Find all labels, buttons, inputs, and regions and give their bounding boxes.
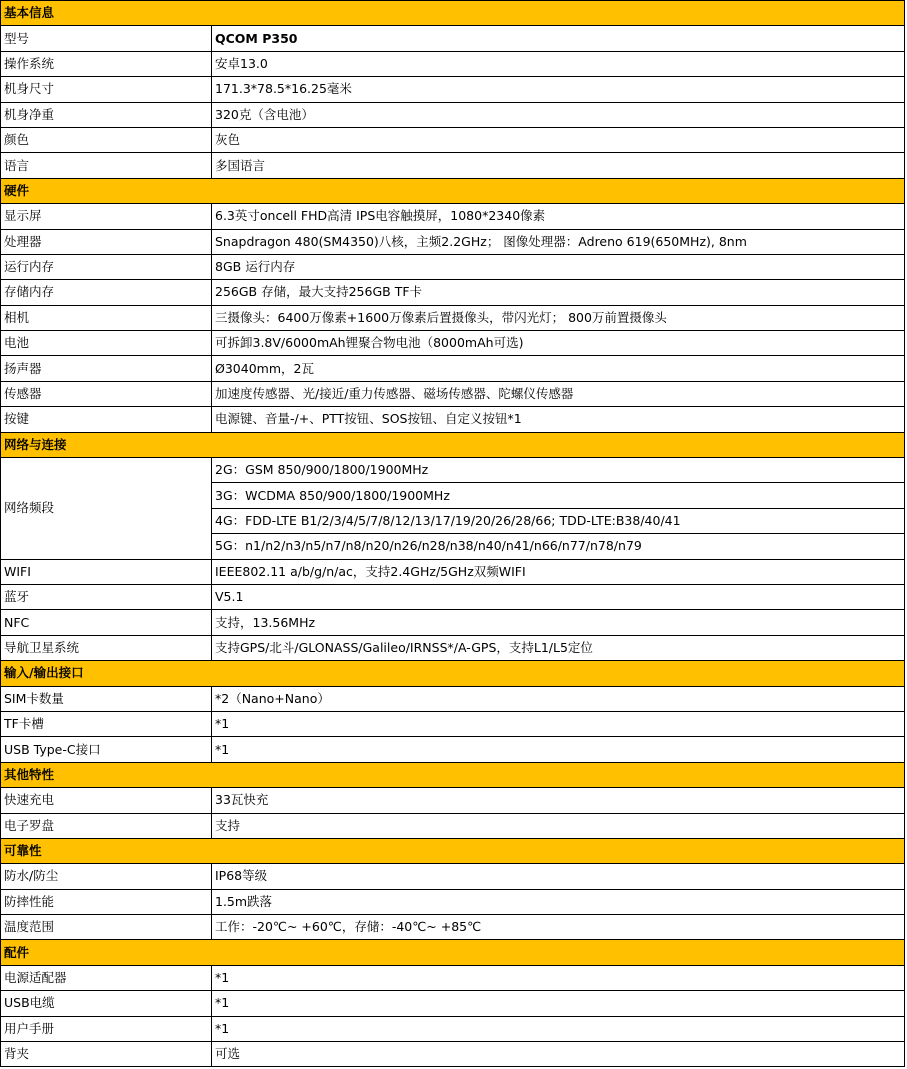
spec-row	[1, 51, 905, 76]
spec-row	[1, 991, 905, 1016]
section-title: 输入/输出接口	[1, 661, 905, 686]
spec-row	[1, 635, 905, 660]
spec-row	[1, 686, 905, 711]
spec-value: 三摄像头：6400万像素+1600万像素后置摄像头，带闪光灯； 800万前置摄像头	[212, 305, 905, 330]
spec-value: *1	[212, 737, 905, 762]
spec-value: 2G：GSM 850/900/1800/1900MHz	[212, 458, 905, 483]
section-header-row	[1, 661, 905, 686]
spec-row	[1, 407, 905, 432]
spec-row	[1, 331, 905, 356]
spec-row	[1, 788, 905, 813]
spec-label: 蓝牙	[1, 584, 212, 609]
section-header-row	[1, 178, 905, 203]
spec-row	[1, 711, 905, 736]
spec-value: *1	[212, 965, 905, 990]
spec-label: 防摔性能	[1, 889, 212, 914]
spec-label: 温度范围	[1, 915, 212, 940]
spec-value: *1	[212, 711, 905, 736]
spec-row	[1, 559, 905, 584]
spec-label: 语言	[1, 153, 212, 178]
spec-label: 电池	[1, 331, 212, 356]
spec-label: 按键	[1, 407, 212, 432]
spec-value: 可拆卸3.8V/6000mAh锂聚合物电池（8000mAh可选)	[212, 331, 905, 356]
spec-row	[1, 1016, 905, 1041]
spec-row	[1, 127, 905, 152]
spec-label: WIFI	[1, 559, 212, 584]
section-title: 配件	[1, 940, 905, 965]
spec-label: 用户手册	[1, 1016, 212, 1041]
spec-label: NFC	[1, 610, 212, 635]
spec-value: 加速度传感器、光/接近/重力传感器、磁场传感器、陀螺仪传感器	[212, 381, 905, 406]
spec-value: 3G：WCDMA 850/900/1800/1900MHz	[212, 483, 905, 508]
spec-value: Ø3040mm，2瓦	[212, 356, 905, 381]
spec-label: 处理器	[1, 229, 212, 254]
spec-value: 支持，13.56MHz	[212, 610, 905, 635]
spec-label: 电子罗盘	[1, 813, 212, 838]
spec-row	[1, 584, 905, 609]
spec-label: 扬声器	[1, 356, 212, 381]
spec-label: 机身净重	[1, 102, 212, 127]
spec-label: 操作系统	[1, 51, 212, 76]
spec-row	[1, 965, 905, 990]
spec-label: 机身尺寸	[1, 77, 212, 102]
spec-value: IP68等级	[212, 864, 905, 889]
spec-row	[1, 77, 905, 102]
spec-label: SIM卡数量	[1, 686, 212, 711]
spec-label: 背夹	[1, 1042, 212, 1067]
spec-value: 4G：FDD-LTE B1/2/3/4/5/7/8/12/13/17/19/20/26/28/66; TDD-LTE:B38/40/41	[212, 508, 905, 533]
spec-value: Snapdragon 480(SM4350)八核，主频2.2GHz； 图像处理器：Adreno 619(650MHz), 8nm	[212, 229, 905, 254]
spec-value: 可选	[212, 1042, 905, 1067]
spec-label: TF卡槽	[1, 711, 212, 736]
spec-label: 传感器	[1, 381, 212, 406]
spec-row	[1, 153, 905, 178]
spec-row	[1, 229, 905, 254]
spec-value: *2（Nano+Nano）	[212, 686, 905, 711]
spec-value: 支持GPS/北斗/GLONASS/Galileo/IRNSS*/A-GPS，支持L1/L5定位	[212, 635, 905, 660]
section-header-row	[1, 838, 905, 863]
spec-value: 5G：n1/n2/n3/n5/n7/n8/n20/n26/n28/n38/n40/n41/n66/n77/n78/n79	[212, 534, 905, 559]
spec-label: USB Type-C接口	[1, 737, 212, 762]
spec-label: 运行内存	[1, 254, 212, 279]
spec-row	[1, 305, 905, 330]
spec-value: V5.1	[212, 584, 905, 609]
section-header-row	[1, 1, 905, 26]
spec-row	[1, 204, 905, 229]
spec-label: 存储内存	[1, 280, 212, 305]
spec-label: 防水/防尘	[1, 864, 212, 889]
spec-row	[1, 864, 905, 889]
spec-value: 多国语言	[212, 153, 905, 178]
spec-value: 6.3英寸oncell FHD高清 IPS电容触摸屏，1080*2340像素	[212, 204, 905, 229]
section-title: 网络与连接	[1, 432, 905, 457]
spec-value: 支持	[212, 813, 905, 838]
spec-row	[1, 915, 905, 940]
spec-row	[1, 889, 905, 914]
spec-label: 显示屏	[1, 204, 212, 229]
spec-row	[1, 813, 905, 838]
spec-value: *1	[212, 991, 905, 1016]
spec-value: 33瓦快充	[212, 788, 905, 813]
spec-value: *1	[212, 1016, 905, 1041]
spec-table-body	[1, 1, 905, 1067]
spec-row	[1, 458, 905, 483]
spec-row	[1, 254, 905, 279]
section-header-row	[1, 432, 905, 457]
spec-row	[1, 381, 905, 406]
spec-value: 8GB 运行内存	[212, 254, 905, 279]
spec-value: 安卓13.0	[212, 51, 905, 76]
spec-label: 型号	[1, 26, 212, 51]
section-title: 基本信息	[1, 1, 905, 26]
spec-label: 网络频段	[1, 458, 212, 560]
section-title: 硬件	[1, 178, 905, 203]
spec-row	[1, 102, 905, 127]
spec-value: 171.3*78.5*16.25毫米	[212, 77, 905, 102]
spec-label: USB电缆	[1, 991, 212, 1016]
spec-value: IEEE802.11 a/b/g/n/ac，支持2.4GHz/5GHz双频WIFI	[212, 559, 905, 584]
spec-label: 导航卫星系统	[1, 635, 212, 660]
spec-value: 320克（含电池）	[212, 102, 905, 127]
section-header-row	[1, 762, 905, 787]
section-title: 其他特性	[1, 762, 905, 787]
spec-row	[1, 737, 905, 762]
spec-value: 1.5m跌落	[212, 889, 905, 914]
spec-label: 电源适配器	[1, 965, 212, 990]
spec-value: 256GB 存储，最大支持256GB TF卡	[212, 280, 905, 305]
spec-row	[1, 1042, 905, 1067]
spec-row	[1, 610, 905, 635]
spec-row	[1, 356, 905, 381]
spec-label: 颜色	[1, 127, 212, 152]
spec-row	[1, 280, 905, 305]
spec-value: QCOM P350	[212, 26, 905, 51]
spec-row	[1, 26, 905, 51]
spec-value: 灰色	[212, 127, 905, 152]
spec-value: 电源键、音量-/+、PTT按钮、SOS按钮、自定义按钮*1	[212, 407, 905, 432]
spec-label: 快速充电	[1, 788, 212, 813]
spec-value: 工作：-20℃~ +60℃，存储：-40℃~ +85℃	[212, 915, 905, 940]
spec-label: 相机	[1, 305, 212, 330]
section-header-row	[1, 940, 905, 965]
section-title: 可靠性	[1, 838, 905, 863]
